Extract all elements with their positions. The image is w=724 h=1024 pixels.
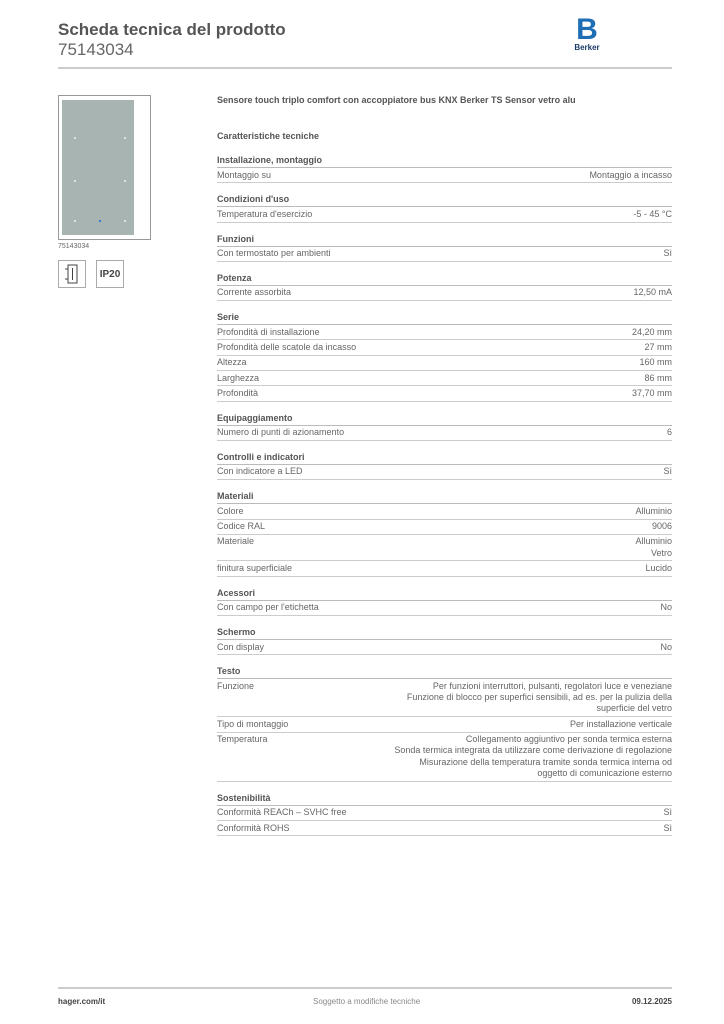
berker-logo: B Berker (574, 13, 600, 52)
section-title: Testo (217, 664, 672, 679)
spec-row (217, 601, 672, 616)
section-title: Schermo (217, 625, 672, 640)
spec-row (217, 286, 672, 301)
spec-value: Sì (663, 807, 672, 818)
spec-value: Per installazione verticale (569, 718, 672, 729)
spec-row (217, 247, 672, 262)
spec-row (217, 679, 672, 717)
spec-section (217, 664, 672, 781)
section-title: Serie (217, 310, 672, 325)
spec-row (217, 640, 672, 655)
image-caption: 75143034 (58, 243, 90, 250)
section-title: Funzioni (217, 232, 672, 247)
spec-row (217, 386, 672, 401)
spec-value: No (660, 602, 672, 613)
footer-date: 09.12.2025 (631, 997, 672, 1006)
spec-label: Larghezza (217, 372, 260, 383)
spec-label: Profondità (217, 387, 259, 398)
header-divider (58, 67, 672, 69)
spec-row (217, 561, 672, 576)
section-title: Controlli e indicatori (217, 450, 672, 465)
spec-section (217, 586, 672, 616)
spec-value: Sì (663, 248, 672, 259)
spec-label: Altezza (217, 357, 247, 368)
spec-section (217, 153, 672, 183)
spec-row (217, 207, 672, 222)
page-title: Scheda tecnica del prodotto (58, 20, 286, 39)
footer-notice: Soggetto a modifiche tecniche (313, 997, 421, 1006)
spec-value: Per funzioni interruttori, pulsanti, regolatori luce e veneziane Funzione di blocco per superfici sensibili, ad es. per la pulizia della superficie del vetro (406, 680, 672, 714)
spec-label: finitura superficiale (217, 562, 293, 573)
spec-value: 27 mm (644, 341, 672, 352)
spec-section (217, 450, 672, 480)
spec-label: Funzione (217, 680, 255, 691)
section-title: Equipaggiamento (217, 411, 672, 426)
product-name: Sensore touch triplo comfort con accoppiatore bus KNX Berker TS Sensor vetro alu (217, 95, 576, 105)
spec-value: 12,50 mA (633, 287, 672, 298)
spec-section (217, 271, 672, 301)
spec-row (217, 806, 672, 821)
spec-row (217, 426, 672, 441)
footer-website[interactable]: hager.com/it (58, 997, 106, 1006)
footer-divider (58, 987, 672, 989)
spec-row (217, 535, 672, 562)
spec-section (217, 411, 672, 441)
product-code: 75143034 (58, 40, 134, 59)
spec-value: Collegamento aggiuntivo per sonda termica esterna Sonda termica integrata da utilizzare come derivazione di regolazione Misurazione della temperatura tramite sonda termica interna od oggetto di comunicazione esterno (394, 734, 672, 778)
spec-label: Montaggio su (217, 169, 272, 180)
spec-label: Conformità ROHS (217, 822, 290, 833)
spec-value: Alluminio Vetro (635, 536, 672, 558)
spec-row (217, 504, 672, 519)
spec-label: Con indicatore a LED (217, 466, 303, 477)
section-title: Potenza (217, 271, 672, 286)
spec-section (217, 310, 672, 401)
spec-label: Con termostato per ambienti (217, 248, 331, 259)
product-image (58, 95, 151, 240)
spec-label: Codice RAL (217, 521, 266, 532)
spec-label: Profondità di installazione (217, 326, 320, 337)
spec-row (217, 340, 672, 355)
spec-value: Lucido (645, 562, 672, 573)
spec-label: Colore (217, 505, 244, 516)
spec-section (217, 192, 672, 222)
spec-value: 86 mm (644, 372, 672, 383)
spec-row (217, 821, 672, 836)
spec-row (217, 520, 672, 535)
spec-label: Materiale (217, 536, 255, 547)
spec-row (217, 371, 672, 386)
spec-value: -5 - 45 °C (633, 208, 672, 219)
spec-row (217, 717, 672, 732)
spec-content (217, 95, 672, 845)
spec-label: Numero di punti di azionamento (217, 427, 345, 438)
spec-value: Montaggio a incasso (589, 169, 672, 180)
section-title: Materiali (217, 489, 672, 504)
spec-value: Alluminio (635, 505, 672, 516)
spec-value: 6 (666, 427, 672, 438)
spec-label: Corrente assorbita (217, 287, 292, 298)
spec-label: Temperatura d'esercizio (217, 208, 313, 219)
characteristics-title: Caratteristiche tecniche (217, 131, 320, 141)
spec-row (217, 168, 672, 183)
section-title: Installazione, montaggio (217, 153, 672, 168)
spec-row (217, 356, 672, 371)
spec-value: 9006 (651, 521, 672, 532)
spec-label: Con campo per l'etichetta (217, 602, 319, 613)
spec-value: 24,20 mm (631, 326, 672, 337)
spec-value: 37,70 mm (631, 387, 672, 398)
spec-row (217, 465, 672, 480)
spec-section (217, 791, 672, 837)
spec-row (217, 733, 672, 782)
spec-value: No (660, 641, 672, 652)
spec-value: Sì (663, 466, 672, 477)
section-title: Condizioni d'uso (217, 192, 672, 207)
spec-value: 160 mm (639, 357, 672, 368)
spec-label: Temperatura (217, 734, 268, 745)
spec-section (217, 489, 672, 576)
section-title: Acessori (217, 586, 672, 601)
ip20-badge: IP20 (96, 260, 124, 288)
section-title: Sostenibilità (217, 791, 672, 806)
led-indicator (99, 220, 101, 222)
flush-mount-icon (58, 260, 86, 288)
spec-section (217, 625, 672, 655)
spec-section (217, 232, 672, 262)
spec-label: Conformità REACh – SVHC free (217, 807, 347, 818)
spec-label: Profondità delle scatole da incasso (217, 341, 357, 352)
spec-row (217, 325, 672, 340)
spec-value: Sì (663, 822, 672, 833)
spec-label: Tipo di montaggio (217, 718, 289, 729)
spec-label: Con display (217, 641, 265, 652)
